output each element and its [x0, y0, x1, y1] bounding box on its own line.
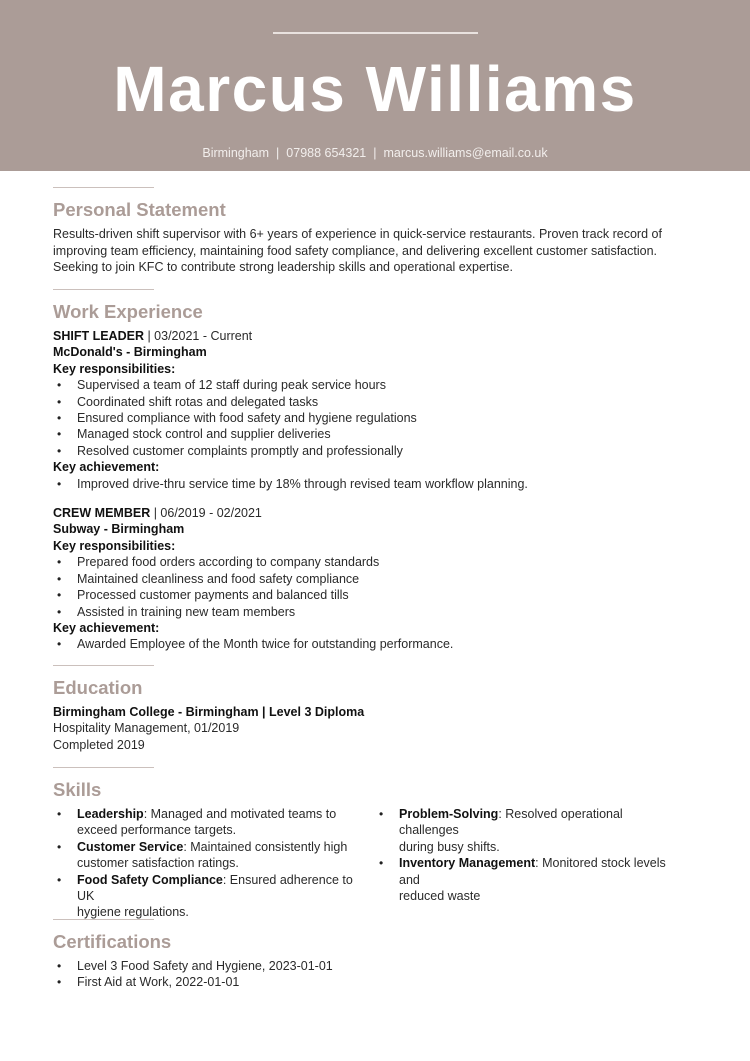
list-item: • Assisted in training new team members	[53, 604, 703, 620]
responsibilities-label: Key responsibilities:	[53, 538, 176, 553]
responsibilities-list	[53, 377, 703, 459]
skill-desc: : Maintained consistently high	[183, 839, 348, 854]
skills-column	[375, 806, 695, 921]
list-item: • Level 3 Food Safety and Hygiene, 2023-01-01	[53, 958, 703, 974]
skill-desc: : Ensured adherence to UK	[77, 872, 353, 904]
contact-email: marcus.williams@email.co.uk	[383, 146, 548, 160]
job-entry	[53, 328, 703, 492]
skills-list	[375, 806, 695, 904]
list-item: • Maintained cleanliness and food safety compliance	[53, 571, 703, 587]
education-course: Hospitality Management, 01/2019	[53, 721, 240, 736]
skill-desc: : Managed and motivated teams to	[143, 807, 337, 821]
contact-location: Birmingham	[202, 146, 270, 160]
section-title: Education	[53, 677, 143, 698]
section-divider	[53, 919, 154, 920]
skill-desc: : Monitored stock levels and	[399, 856, 666, 887]
job-title-line	[53, 505, 703, 521]
education-completed: Completed 2019	[53, 737, 145, 752]
section-education	[53, 665, 703, 753]
job-dates: | 06/2019 - 02/2021	[150, 506, 262, 521]
list-item: • Supervised a team of 12 staff during peak service hours	[53, 377, 703, 393]
job-dates: | 03/2021 - Current	[143, 329, 253, 343]
skills-columns	[53, 806, 703, 921]
contact-line	[0, 145, 750, 161]
section-skills	[53, 767, 703, 921]
job-role: CREW MEMBER	[53, 506, 151, 521]
skill-desc: exceed performance targets.	[77, 823, 237, 838]
responsibilities-label: Key responsibilities:	[53, 361, 176, 376]
certifications-list	[53, 958, 703, 991]
skill-item	[375, 806, 695, 855]
skill-desc: : Resolved operational challenges	[399, 807, 623, 838]
section-divider	[53, 767, 154, 768]
section-personal-statement	[53, 187, 703, 276]
skills-list	[53, 806, 375, 921]
list-item: • Awarded Employee of the Month twice for outstanding performance.	[53, 636, 703, 652]
skill-name: Leadership	[77, 807, 144, 821]
list-item: • Processed customer payments and balanced tills	[53, 587, 703, 603]
skill-desc: customer satisfaction ratings.	[77, 856, 239, 871]
skill-name: Customer Service	[77, 839, 184, 854]
section-title: Certifications	[53, 931, 172, 952]
list-item: • Ensured compliance with food safety and hygiene regulations	[53, 410, 703, 426]
list-item: • Resolved customer complaints promptly and professionally	[53, 443, 703, 459]
skill-item	[53, 872, 375, 921]
skill-desc: during busy shifts.	[399, 839, 500, 854]
resume-header	[0, 0, 750, 171]
section-work-experience	[53, 289, 703, 653]
achievement-label: Key achievement:	[53, 620, 160, 635]
list-item: • Coordinated shift rotas and delegated tasks	[53, 394, 703, 410]
job-entry	[53, 505, 703, 653]
statement-line: Results-driven shift supervisor with 6+ years of experience in quick-service restaurants. Proven track record of	[53, 227, 662, 241]
contact-phone: 07988 654321	[286, 146, 367, 160]
responsibilities-list	[53, 554, 703, 620]
job-employer: Subway - Birmingham	[53, 522, 185, 537]
section-title: Work Experience	[53, 301, 203, 322]
achievements-list	[53, 636, 703, 652]
skill-desc: hygiene regulations.	[77, 905, 189, 920]
list-item: • Managed stock control and supplier deliveries	[53, 426, 703, 442]
job-employer: McDonald's - Birmingham	[53, 345, 207, 360]
skill-desc: reduced waste	[399, 889, 481, 904]
section-title: Skills	[53, 779, 102, 800]
list-item: • Improved drive-thru service time by 18% through revised team workflow planning.	[53, 476, 703, 492]
skill-item	[53, 806, 375, 839]
achievement-label: Key achievement:	[53, 460, 160, 475]
candidate-name: Marcus Williams	[113, 53, 637, 125]
skill-item	[375, 855, 695, 904]
achievements-list	[53, 476, 703, 492]
list-item: • First Aid at Work, 2022-01-01	[53, 974, 703, 990]
skill-name: Inventory Management	[399, 856, 536, 871]
personal-statement-text	[53, 226, 703, 276]
section-divider	[53, 289, 154, 290]
job-title-line	[53, 328, 703, 344]
list-item: • Prepared food orders according to company standards	[53, 554, 703, 570]
header-divider	[273, 32, 478, 34]
statement-line: Seeking to join KFC to contribute strong leadership skills and operational expertise.	[53, 260, 513, 274]
contact-separator: |	[276, 146, 280, 160]
section-divider	[53, 187, 154, 188]
job-role: SHIFT LEADER	[53, 329, 144, 343]
section-divider	[53, 665, 154, 666]
contact-separator: |	[373, 146, 377, 160]
section-certifications	[53, 919, 703, 991]
skill-name: Problem-Solving	[399, 807, 499, 821]
education-institution: Birmingham College - Birmingham | Level 3 Diploma	[53, 705, 365, 719]
skills-column	[53, 806, 375, 921]
section-title: Personal Statement	[53, 199, 226, 220]
skill-name: Food Safety Compliance	[77, 872, 223, 887]
skill-item	[53, 839, 375, 872]
statement-line: improving team efficiency, maintaining food safety compliance, and delivering excellent customer satisfaction.	[53, 243, 658, 258]
